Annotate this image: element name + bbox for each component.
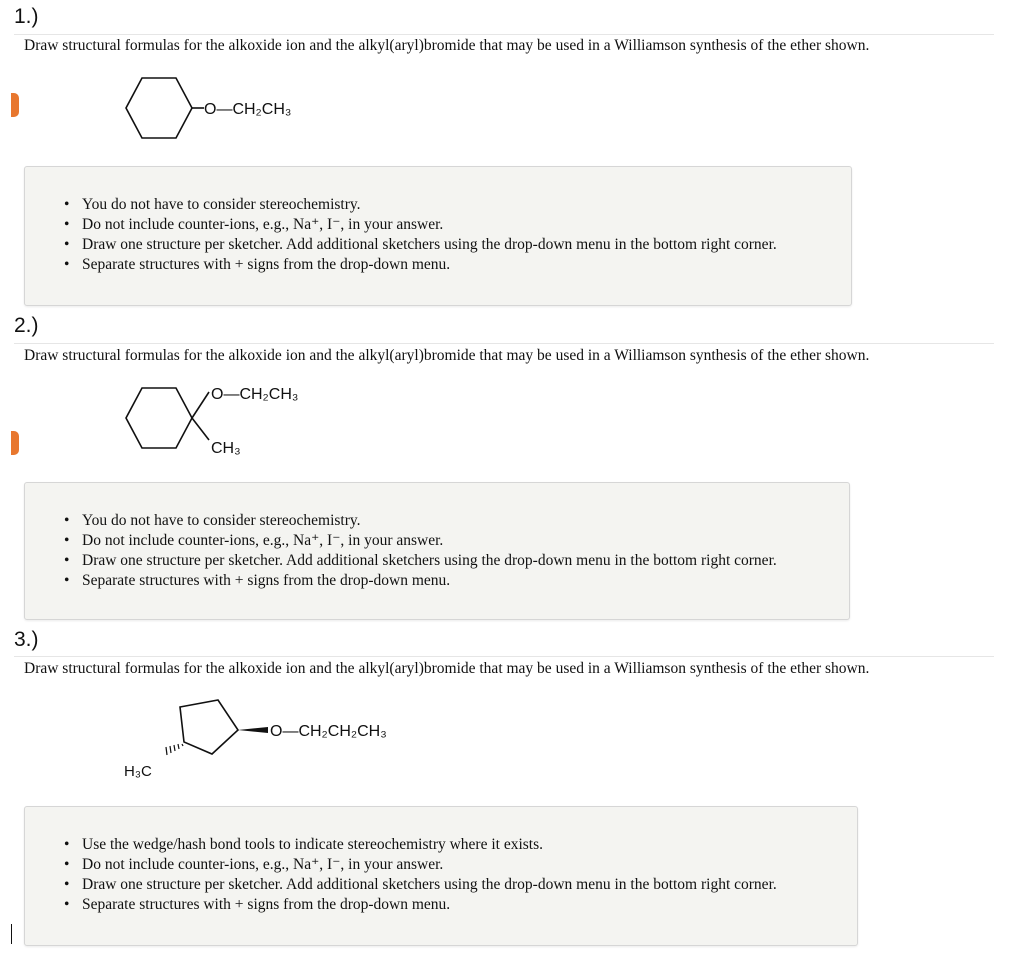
- instruction-item: • Do not include counter-ions, e.g., Na⁺, I⁻, in your answer.: [82, 215, 851, 235]
- question-number: 1.): [14, 5, 39, 28]
- instruction-item: • Do not include counter-ions, e.g., Na⁺, I⁻, in your answer.: [82, 531, 849, 551]
- cyclohexane-ring: [126, 78, 192, 138]
- instruction-item: • Separate structures with + signs from the drop-down menu.: [82, 895, 857, 915]
- bond: [192, 418, 209, 440]
- answer-marker[interactable]: [11, 431, 19, 455]
- text-cursor: [11, 924, 12, 944]
- instruction-item: • Draw one structure per sketcher. Add additional sketchers using the drop-down menu in the bottom right corner.: [82, 875, 857, 895]
- divider: [14, 343, 994, 344]
- instructions-box: [24, 166, 852, 306]
- methyl-label: H₃C: [124, 763, 152, 780]
- substituent-label: O—CH₂CH₂CH₃: [270, 723, 387, 740]
- instruction-item: • Use the wedge/hash bond tools to indicate stereochemistry where it exists.: [82, 835, 857, 855]
- question-prompt: Draw structural formulas for the alkoxide ion and the alkyl(aryl)bromide that may be used in a Williamson synthesis of the ether shown.: [24, 37, 870, 54]
- divider: [14, 656, 994, 657]
- question-number: 2.): [14, 314, 39, 337]
- instruction-item: • Do not include counter-ions, e.g., Na⁺, I⁻, in your answer.: [82, 855, 857, 875]
- cyclopentane-ring: [180, 700, 238, 754]
- instructions-box: [24, 806, 858, 946]
- instruction-item: • Separate structures with + signs from the drop-down menu.: [82, 571, 849, 591]
- instruction-item: • Separate structures with + signs from the drop-down menu.: [82, 255, 851, 275]
- question-number: 3.): [14, 628, 39, 651]
- substituent-label: O—CH₂CH₃: [204, 101, 292, 118]
- instruction-item: • You do not have to consider stereochemistry.: [82, 195, 851, 215]
- ether-structure-1: [118, 70, 358, 150]
- ether-structure-2: [118, 378, 358, 468]
- answer-marker[interactable]: [11, 93, 19, 117]
- instruction-item: • Draw one structure per sketcher. Add additional sketchers using the drop-down menu in the bottom right corner.: [82, 551, 849, 571]
- ether-structure-3: [118, 690, 438, 790]
- bond: [192, 392, 209, 418]
- wedge-bond: [238, 727, 268, 733]
- instruction-item: • You do not have to consider stereochemistry.: [82, 511, 849, 531]
- question-prompt: Draw structural formulas for the alkoxide ion and the alkyl(aryl)bromide that may be used in a Williamson synthesis of the ether shown.: [24, 660, 870, 677]
- instructions-box: [24, 482, 850, 620]
- divider: [14, 34, 994, 35]
- substituent-label: O—CH₂CH₃: [211, 386, 299, 403]
- question-prompt: Draw structural formulas for the alkoxide ion and the alkyl(aryl)bromide that may be used in a Williamson synthesis of the ether shown.: [24, 347, 870, 364]
- methyl-label: CH₃: [211, 440, 241, 457]
- instruction-item: • Draw one structure per sketcher. Add additional sketchers using the drop-down menu in the bottom right corner.: [82, 235, 851, 255]
- cyclohexane-ring: [126, 388, 192, 448]
- hash-bond: [166, 744, 183, 755]
